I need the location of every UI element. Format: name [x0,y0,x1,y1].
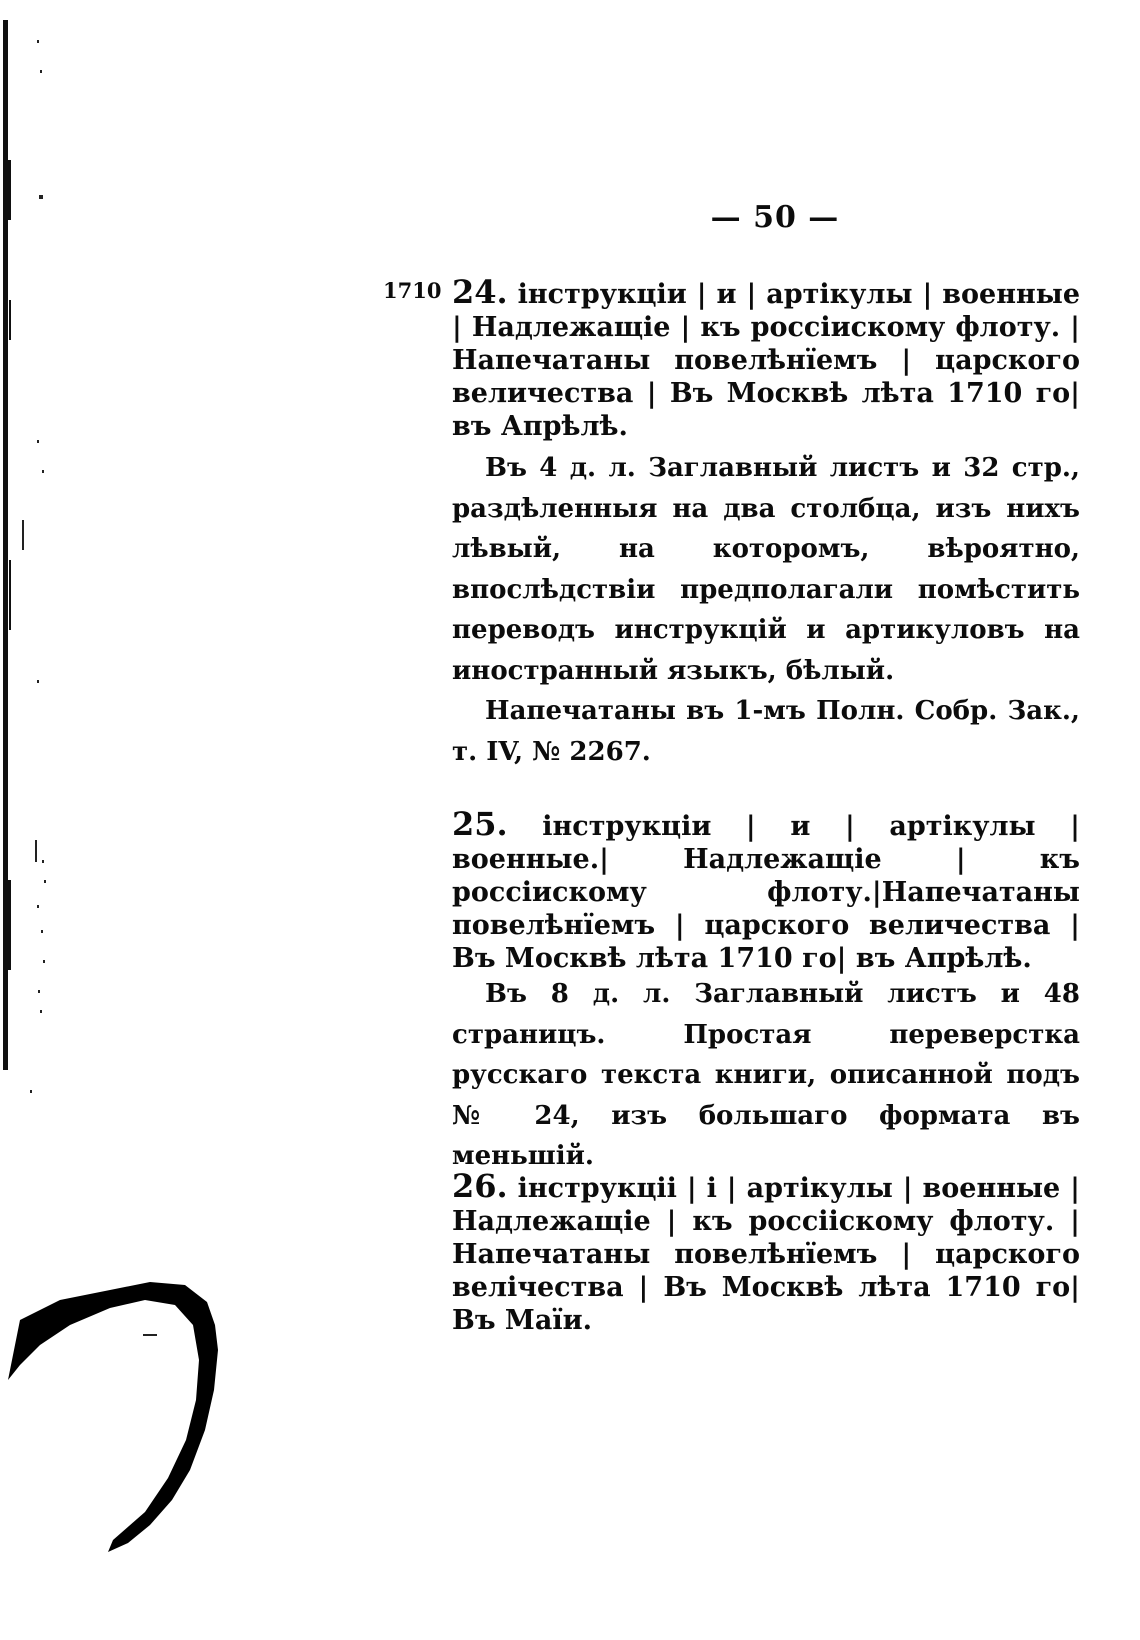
entry-title [452,1167,1080,1337]
margin-year: 1710 [383,278,442,303]
entry-24 [452,273,1081,767]
entry-title-text: інструкціи | и | артікулы | военные | Надлежащіе | къ россіискому флоту. | Напечатаны повелѣнїемъ | царского величества | Въ Москвѣ лѣта 1710 го| въ Апрѣлѣ. [452,279,1081,442]
entry-title-text: інструкціі | і | артікулы | военные | Надлежащіе | къ россііскому флоту. | Напечатаны повелѣнїемъ | царского велічества | Въ Москвѣ лѣта 1710 го| Въ Маїи. [452,1173,1080,1336]
description-paragraph: Въ 8 д. л. Заглавный листъ и 48 страницъ. Простая переверстка русскаго текста книги, описанной подъ № 24, изъ большаго формата въ меньшій. [452,979,1080,1171]
entry-title [452,805,1080,975]
entry-number: 25. [452,805,508,843]
entry-description [452,448,1080,772]
binding-edge-marks [3,20,11,1070]
entry-25 [452,805,1080,1171]
entry-number: 24. [452,273,508,311]
entry-number: 26. [452,1167,508,1205]
entry-description [452,974,1080,1177]
entry-title [452,273,1081,443]
page-number: — 50 — [710,200,840,235]
scan-artifacts [0,0,240,1640]
ink-blot-curve [8,1282,218,1552]
description-paragraph: Въ 4 д. л. Заглавный листъ и 32 стр., раздѣленныя на два столбца, изъ нихъ лѣвый, на которомъ, вѣроятно, впослѣдствіи предполагали помѣстить переводъ инструкцій и артикуловъ на иностранный языкъ, бѣлый. [452,453,1080,686]
speckle-marks [22,40,157,1336]
entry-title-text: інструкціи | и | артікулы | военные.| Надлежащіе | къ россіискому флоту.|Напечатаны повелѣнїемъ | царского величества | Въ Москвѣ лѣта 1710 го| въ Апрѣлѣ. [452,811,1080,974]
entry-26 [452,1167,1080,1337]
description-paragraph: Напечатаны въ 1-мъ Полн. Собр. Зак., т. IV, № 2267. [452,696,1080,767]
